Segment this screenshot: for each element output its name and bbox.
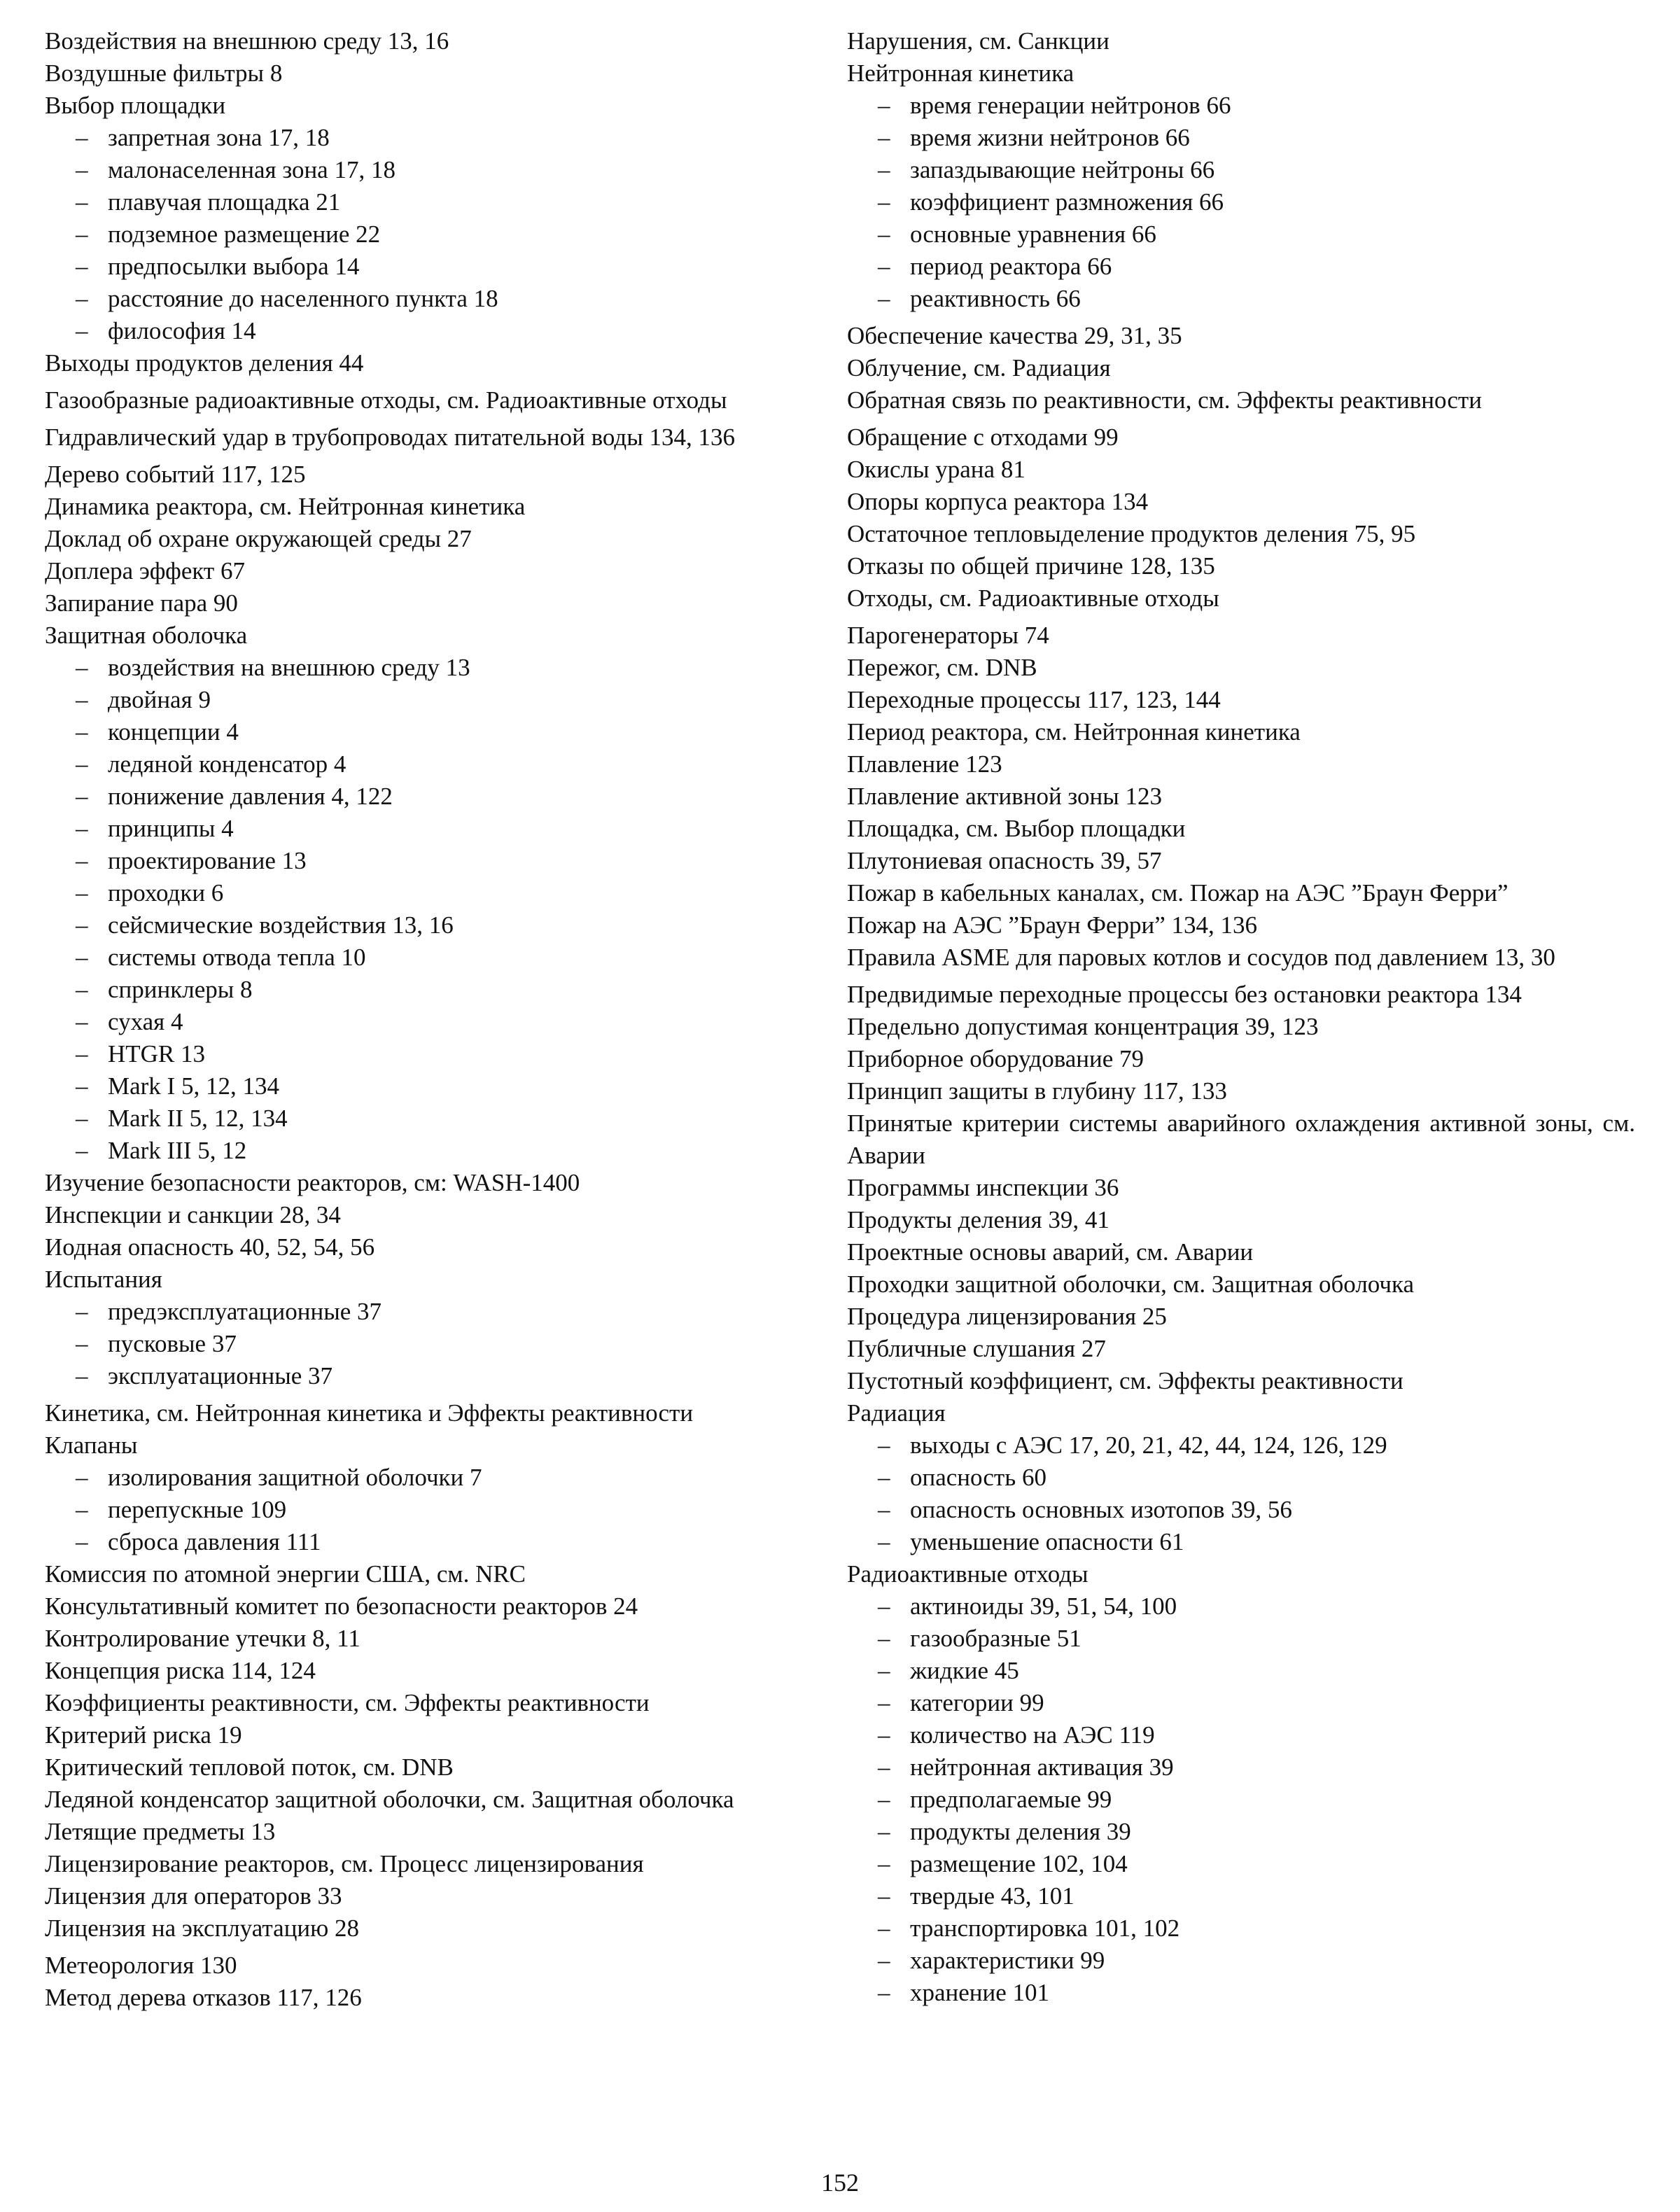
index-entry-text: подземное размещение 22	[108, 220, 381, 248]
index-entry	[45, 1558, 820, 1590]
index-subentry	[847, 90, 1635, 122]
subentry-dash: –	[878, 285, 890, 312]
index-entry	[847, 1172, 1635, 1204]
index-entry-text: актиноиды 39, 51, 54, 100	[910, 1592, 1177, 1620]
index-entry-text: реактивность 66	[910, 285, 1081, 312]
subentry-dash: –	[76, 654, 88, 681]
subentry-dash: –	[76, 1072, 88, 1100]
index-entry	[847, 1043, 1635, 1075]
index-entry-text: Ледяной конденсатор защитной оболочки, см. Защитная оболочка	[45, 1786, 734, 1813]
index-entry	[847, 652, 1635, 684]
index-entry	[45, 57, 820, 90]
index-entry	[45, 1623, 820, 1655]
index-entry	[45, 1655, 820, 1687]
subentry-dash: –	[76, 124, 88, 151]
index-entry-text: Доплера эффект 67	[45, 557, 245, 584]
index-entry-text: Газообразные радиоактивные отходы, см. Радиоактивные отходы	[45, 386, 727, 414]
index-entry-text: период реактора 66	[910, 253, 1112, 280]
index-entry-text: нейтронная активация 39	[910, 1754, 1174, 1781]
subentry-dash: –	[878, 1689, 890, 1716]
subentry-dash: –	[76, 879, 88, 906]
index-entry	[45, 1912, 820, 1945]
index-subentry	[847, 218, 1635, 251]
index-entry	[847, 550, 1635, 582]
subentry-dash: –	[878, 188, 890, 216]
index-subentry	[45, 1462, 820, 1494]
index-entry-text: расстояние до населенного пункта 18	[108, 285, 498, 312]
index-entry	[847, 748, 1635, 780]
index-entry-text: Проектные основы аварий, см. Аварии	[847, 1238, 1254, 1266]
index-entry-text: Плавление 123	[847, 750, 1002, 778]
index-entry	[847, 1268, 1635, 1301]
index-subentry	[45, 974, 820, 1006]
subentry-dash: –	[878, 1754, 890, 1781]
index-subentry	[847, 1848, 1635, 1880]
index-entry-text: принципы 4	[108, 815, 234, 842]
index-entry-text: Опоры корпуса реактора 134	[847, 488, 1149, 515]
index-subentry	[45, 186, 820, 218]
index-entry-text: Критический тепловой поток, см. DNB	[45, 1754, 454, 1781]
index-entry	[45, 384, 820, 416]
index-entry-text: эксплуатационные 37	[108, 1362, 333, 1390]
index-entry	[847, 877, 1635, 909]
index-entry-text: Нейтронная кинетика	[847, 59, 1074, 87]
index-entry-text: количество на АЭС 119	[910, 1721, 1155, 1749]
subentry-dash: –	[878, 1625, 890, 1652]
index-subentry	[45, 684, 820, 716]
index-entry-text: Предвидимые переходные процессы без остановки реактора 134	[847, 981, 1522, 1008]
index-entry	[45, 587, 820, 620]
subentry-dash: –	[76, 220, 88, 248]
index-subentry	[847, 1912, 1635, 1945]
index-entry-text: Защитная оболочка	[45, 622, 248, 649]
index-entry	[847, 1333, 1635, 1365]
index-entry-text: Испытания	[45, 1266, 162, 1293]
index-entry-text: Программы инспекции 36	[847, 1174, 1119, 1201]
index-entry-text: Предельно допустимая концентрация 39, 123	[847, 1013, 1319, 1040]
index-entry-text: газообразные 51	[910, 1625, 1082, 1652]
index-entry	[45, 1982, 820, 2014]
index-entry-text: Пожар в кабельных каналах, см. Пожар на АЭС ”Браун Ферри”	[847, 879, 1508, 906]
index-entry-text: Воздействия на внешнюю среду 13, 16	[45, 27, 449, 55]
index-subentry	[45, 1006, 820, 1038]
index-column-right	[847, 25, 1635, 2009]
index-entry-text: Клапаны	[45, 1432, 138, 1459]
index-entry	[45, 1784, 820, 1816]
index-entry	[45, 1167, 820, 1199]
index-subentry	[45, 1328, 820, 1360]
subentry-dash: –	[76, 1528, 88, 1555]
index-entry	[847, 1204, 1635, 1236]
index-entry-text: Запирание пара 90	[45, 589, 238, 617]
index-subentry	[45, 1038, 820, 1070]
index-entry	[847, 1011, 1635, 1043]
index-entry-text: малонаселенная зона 17, 18	[108, 156, 396, 183]
index-entry	[847, 1236, 1635, 1268]
index-entry	[45, 1687, 820, 1719]
subentry-dash: –	[878, 1528, 890, 1555]
index-entry	[45, 1231, 820, 1264]
index-entry-text: Иодная опасность 40, 52, 54, 56	[45, 1233, 375, 1261]
index-subentry	[45, 1494, 820, 1526]
index-entry-text: понижение давления 4, 122	[108, 783, 393, 810]
index-entry	[847, 813, 1635, 845]
index-entry-text: Пережог, см. DNB	[847, 654, 1037, 681]
index-entry	[847, 352, 1635, 384]
index-subentry	[847, 1494, 1635, 1526]
index-subentry	[45, 877, 820, 909]
subentry-dash: –	[878, 92, 890, 119]
subentry-dash: –	[76, 1137, 88, 1164]
index-entry-text: Метод дерева отказов 117, 126	[45, 1984, 362, 2011]
index-entry-text: жидкие 45	[910, 1657, 1019, 1684]
index-entry-text: спринклеры 8	[108, 976, 253, 1003]
index-subentry	[847, 1655, 1635, 1687]
index-entry-text: плавучая площадка 21	[108, 188, 341, 216]
subentry-dash: –	[76, 911, 88, 939]
index-entry-text: Mark III 5, 12	[108, 1137, 247, 1164]
index-entry	[847, 518, 1635, 550]
index-subentry	[45, 909, 820, 941]
index-entry-text: Парогенераторы 74	[847, 622, 1049, 649]
index-subentry	[847, 1816, 1635, 1848]
index-entry-text: Публичные слушания 27	[847, 1335, 1106, 1362]
index-entry-text: выходы с АЭС 17, 20, 21, 42, 44, 124, 126, 129	[910, 1432, 1387, 1459]
index-entry-text: опасность 60	[910, 1464, 1046, 1491]
index-entry-text: Контролирование утечки 8, 11	[45, 1625, 360, 1652]
index-entry	[847, 1107, 1635, 1172]
index-entry-text: основные уравнения 66	[910, 220, 1156, 248]
index-entry-text: предэксплуатационные 37	[108, 1298, 382, 1325]
index-entry	[847, 979, 1635, 1011]
index-entry-text: Концепция риска 114, 124	[45, 1657, 316, 1684]
index-subentry	[45, 845, 820, 877]
index-subentry	[847, 1719, 1635, 1751]
index-entry-text: Консультативный комитет по безопасности реакторов 24	[45, 1592, 638, 1620]
subentry-dash: –	[878, 1592, 890, 1620]
index-entry-text: время жизни нейтронов 66	[910, 124, 1190, 151]
index-entry-text: проходки 6	[108, 879, 224, 906]
index-subentry	[847, 1429, 1635, 1462]
index-subentry	[45, 716, 820, 748]
index-entry	[45, 421, 820, 454]
index-entry	[847, 582, 1635, 615]
index-entry	[45, 1719, 820, 1751]
index-entry-text: Воздушные фильтры 8	[45, 59, 283, 87]
index-entry	[45, 347, 820, 379]
index-entry-text: Продукты деления 39, 41	[847, 1206, 1110, 1233]
index-entry	[45, 1264, 820, 1296]
subentry-dash: –	[76, 156, 88, 183]
index-entry-text: Проходки защитной оболочки, см. Защитная оболочка	[847, 1270, 1415, 1298]
subentry-dash: –	[76, 285, 88, 312]
index-entry	[847, 780, 1635, 813]
index-entry-text: Радиоактивные отходы	[847, 1560, 1088, 1588]
index-entry-text: Принятые критерии системы аварийного охлаждения активной зоны, см. Аварии	[847, 1110, 1635, 1169]
index-entry-text: Mark II 5, 12, 134	[108, 1105, 288, 1132]
index-entry-text: перепускные 109	[108, 1496, 287, 1523]
index-subentry	[847, 1687, 1635, 1719]
index-entry-text: сухая 4	[108, 1008, 183, 1035]
index-subentry	[45, 1102, 820, 1135]
index-column-left	[45, 25, 820, 2014]
index-entry	[45, 1397, 820, 1429]
index-entry-text: Дерево событий 117, 125	[45, 461, 306, 488]
index-entry-text: Доклад об охране окружающей среды 27	[45, 525, 472, 552]
subentry-dash: –	[878, 253, 890, 280]
index-subentry	[847, 1526, 1635, 1558]
index-entry-text: концепции 4	[108, 718, 239, 746]
index-entry-text: Нарушения, см. Санкции	[847, 27, 1110, 55]
subentry-dash: –	[76, 1464, 88, 1491]
subentry-dash: –	[878, 124, 890, 151]
index-entry	[45, 620, 820, 652]
subentry-dash: –	[76, 944, 88, 971]
index-entry	[847, 941, 1635, 974]
index-entry	[847, 1558, 1635, 1590]
index-entry-text: категории 99	[910, 1689, 1044, 1716]
index-entry-text: Лицензия для операторов 33	[45, 1882, 342, 1910]
index-subentry	[45, 1360, 820, 1392]
index-entry-text: Правила ASME для паровых котлов и сосудов под давлением 13, 30	[847, 944, 1555, 971]
index-entry-text: Коэффициенты реактивности, см. Эффекты реактивности	[45, 1689, 650, 1716]
index-entry-text: философия 14	[108, 317, 256, 344]
subentry-dash: –	[878, 1496, 890, 1523]
index-entry	[847, 320, 1635, 352]
index-entry	[45, 1590, 820, 1623]
subentry-dash: –	[878, 1947, 890, 1974]
index-subentry	[45, 283, 820, 315]
index-subentry	[45, 315, 820, 347]
index-entry-text: Динамика реактора, см. Нейтронная кинетика	[45, 493, 526, 520]
index-subentry	[847, 154, 1635, 186]
index-entry-text: Остаточное тепловыделение продуктов деления 75, 95	[847, 520, 1416, 547]
index-subentry	[847, 1945, 1635, 1977]
index-entry-text: сброса давления 111	[108, 1528, 321, 1555]
index-subentry	[45, 813, 820, 845]
subentry-dash: –	[76, 847, 88, 874]
index-subentry	[45, 652, 820, 684]
index-entry-text: ледяной конденсатор 4	[108, 750, 346, 778]
index-entry	[45, 1880, 820, 1912]
index-entry-text: Обеспечение качества 29, 31, 35	[847, 322, 1182, 349]
index-subentry	[45, 1526, 820, 1558]
subentry-dash: –	[878, 1850, 890, 1877]
index-entry	[45, 523, 820, 555]
index-entry-text: Отказы по общей причине 128, 135	[847, 552, 1215, 580]
index-entry-text: Плутониевая опасность 39, 57	[847, 847, 1162, 874]
index-entry	[45, 1199, 820, 1231]
index-entry-text: время генерации нейтронов 66	[910, 92, 1231, 119]
subentry-dash: –	[76, 686, 88, 713]
index-entry-text: двойная 9	[108, 686, 211, 713]
index-entry-text: Лицензия на эксплуатацию 28	[45, 1914, 360, 1942]
index-entry-text: Метеорология 130	[45, 1952, 237, 1979]
index-entry	[45, 90, 820, 122]
index-subentry	[45, 251, 820, 283]
subentry-dash: –	[76, 1105, 88, 1132]
index-entry	[45, 1816, 820, 1848]
index-entry-text: Выходы продуктов деления 44	[45, 349, 364, 377]
index-entry-text: сейсмические воздействия 13, 16	[108, 911, 454, 939]
subentry-dash: –	[878, 1721, 890, 1749]
index-entry-text: Период реактора, см. Нейтронная кинетика	[847, 718, 1301, 746]
index-entry	[45, 555, 820, 587]
subentry-dash: –	[878, 1432, 890, 1459]
index-subentry	[45, 218, 820, 251]
index-subentry	[847, 1784, 1635, 1816]
index-subentry	[45, 941, 820, 974]
index-entry-text: Облучение, см. Радиация	[847, 354, 1111, 382]
index-entry-text: Принцип защиты в глубину 117, 133	[847, 1077, 1227, 1105]
index-entry-text: Критерий риска 19	[45, 1721, 242, 1749]
subentry-dash: –	[76, 718, 88, 746]
index-entry-text: Пустотный коэффициент, см. Эффекты реактивности	[847, 1367, 1404, 1394]
index-entry-text: Окислы урана 81	[847, 456, 1026, 483]
index-subentry	[847, 122, 1635, 154]
index-entry	[847, 57, 1635, 90]
index-entry	[847, 421, 1635, 454]
index-entry-text: Плавление активной зоны 123	[847, 783, 1163, 810]
subentry-dash: –	[878, 1818, 890, 1845]
index-entry-text: Лицензирование реакторов, см. Процесс лицензирования	[45, 1850, 644, 1877]
index-subentry	[45, 1135, 820, 1167]
subentry-dash: –	[878, 1979, 890, 2006]
index-subentry	[847, 251, 1635, 283]
index-entry-text: запретная зона 17, 18	[108, 124, 330, 151]
index-entry-text: Выбор площадки	[45, 92, 226, 119]
subentry-dash: –	[76, 253, 88, 280]
index-subentry	[847, 1590, 1635, 1623]
subentry-dash: –	[76, 750, 88, 778]
index-entry	[847, 1397, 1635, 1429]
subentry-dash: –	[878, 1882, 890, 1910]
index-subentry	[847, 186, 1635, 218]
index-subentry	[45, 1296, 820, 1328]
index-entry-text: проектирование 13	[108, 847, 307, 874]
index-entry-text: хранение 101	[910, 1979, 1050, 2006]
index-entry-text: предпосылки выбора 14	[108, 253, 360, 280]
subentry-dash: –	[76, 188, 88, 216]
index-entry	[45, 458, 820, 491]
index-entry	[847, 620, 1635, 652]
index-entry	[45, 491, 820, 523]
index-subentry	[45, 1070, 820, 1102]
subentry-dash: –	[76, 1330, 88, 1357]
index-subentry	[45, 154, 820, 186]
index-entry-text: Приборное оборудование 79	[847, 1045, 1144, 1072]
index-entry	[847, 716, 1635, 748]
index-subentry	[45, 122, 820, 154]
index-entry-text: Обращение с отходами 99	[847, 424, 1119, 451]
subentry-dash: –	[76, 815, 88, 842]
index-entry-text: размещение 102, 104	[910, 1850, 1128, 1877]
index-entry	[847, 454, 1635, 486]
index-entry	[847, 845, 1635, 877]
index-subentry	[45, 748, 820, 780]
index-subentry	[847, 1880, 1635, 1912]
index-entry-text: Пожар на АЭС ”Браун Ферри” 134, 136	[847, 911, 1258, 939]
index-entry	[45, 1848, 820, 1880]
index-entry	[847, 384, 1635, 416]
subentry-dash: –	[878, 220, 890, 248]
index-entry	[45, 1429, 820, 1462]
index-entry-text: Изучение безопасности реакторов, см: WASH-1400	[45, 1169, 580, 1196]
index-entry-text: запаздывающие нейтроны 66	[910, 156, 1215, 183]
subentry-dash: –	[878, 1914, 890, 1942]
index-subentry	[847, 1623, 1635, 1655]
index-entry-text: транспортировка 101, 102	[910, 1914, 1180, 1942]
index-entry	[45, 25, 820, 57]
index-entry-text: продукты деления 39	[910, 1818, 1131, 1845]
index-entry-text: Кинетика, см. Нейтронная кинетика и Эффекты реактивности	[45, 1399, 694, 1427]
subentry-dash: –	[878, 1657, 890, 1684]
subentry-dash: –	[76, 1298, 88, 1325]
subentry-dash: –	[878, 156, 890, 183]
index-entry	[847, 25, 1635, 57]
index-entry-text: характеристики 99	[910, 1947, 1105, 1974]
subentry-dash: –	[76, 1496, 88, 1523]
index-entry-text: уменьшение опасности 61	[910, 1528, 1184, 1555]
index-subentry	[45, 780, 820, 813]
index-entry	[45, 1751, 820, 1784]
index-entry-text: изолирования защитной оболочки 7	[108, 1464, 482, 1491]
index-subentry	[847, 1462, 1635, 1494]
index-entry-text: коэффициент размножения 66	[910, 188, 1224, 216]
index-entry-text: Mark I 5, 12, 134	[108, 1072, 279, 1100]
subentry-dash: –	[76, 1040, 88, 1068]
index-entry-text: Гидравлический удар в трубопроводах питательной воды 134, 136	[45, 424, 735, 451]
index-entry-text: Процедура лицензирования 25	[847, 1303, 1167, 1330]
index-entry-text: пусковые 37	[108, 1330, 237, 1357]
index-entry-text: системы отвода тепла 10	[108, 944, 366, 971]
index-entry	[847, 684, 1635, 716]
subentry-dash: –	[76, 1362, 88, 1390]
index-entry	[847, 909, 1635, 941]
index-entry	[45, 1949, 820, 1982]
index-entry	[847, 1075, 1635, 1107]
subentry-dash: –	[878, 1464, 890, 1491]
subentry-dash: –	[76, 1008, 88, 1035]
index-subentry	[847, 1977, 1635, 2009]
index-entry	[847, 1301, 1635, 1333]
page-number: 152	[821, 2169, 859, 2197]
index-entry-text: Обратная связь по реактивности, см. Эффекты реактивности	[847, 386, 1482, 414]
index-entry-text: Площадка, см. Выбор площадки	[847, 815, 1186, 842]
index-entry-text: Отходы, см. Радиоактивные отходы	[847, 584, 1219, 612]
subentry-dash: –	[76, 976, 88, 1003]
index-entry-text: Инспекции и санкции 28, 34	[45, 1201, 341, 1228]
index-entry	[847, 486, 1635, 518]
index-entry-text: опасность основных изотопов 39, 56	[910, 1496, 1292, 1523]
index-entry-text: Переходные процессы 117, 123, 144	[847, 686, 1221, 713]
subentry-dash: –	[76, 317, 88, 344]
index-entry	[847, 1365, 1635, 1397]
index-entry-text: Радиация	[847, 1399, 946, 1427]
index-entry-text: предполагаемые 99	[910, 1786, 1112, 1813]
index-entry-text: Комиссия по атомной энергии США, см. NRC	[45, 1560, 526, 1588]
index-subentry	[847, 1751, 1635, 1784]
subentry-dash: –	[76, 783, 88, 810]
index-entry-text: твердые 43, 101	[910, 1882, 1074, 1910]
index-entry-text: HTGR 13	[108, 1040, 206, 1068]
index-entry-text: воздействия на внешнюю среду 13	[108, 654, 470, 681]
index-subentry	[847, 283, 1635, 315]
subentry-dash: –	[878, 1786, 890, 1813]
index-entry-text: Летящие предметы 13	[45, 1818, 276, 1845]
